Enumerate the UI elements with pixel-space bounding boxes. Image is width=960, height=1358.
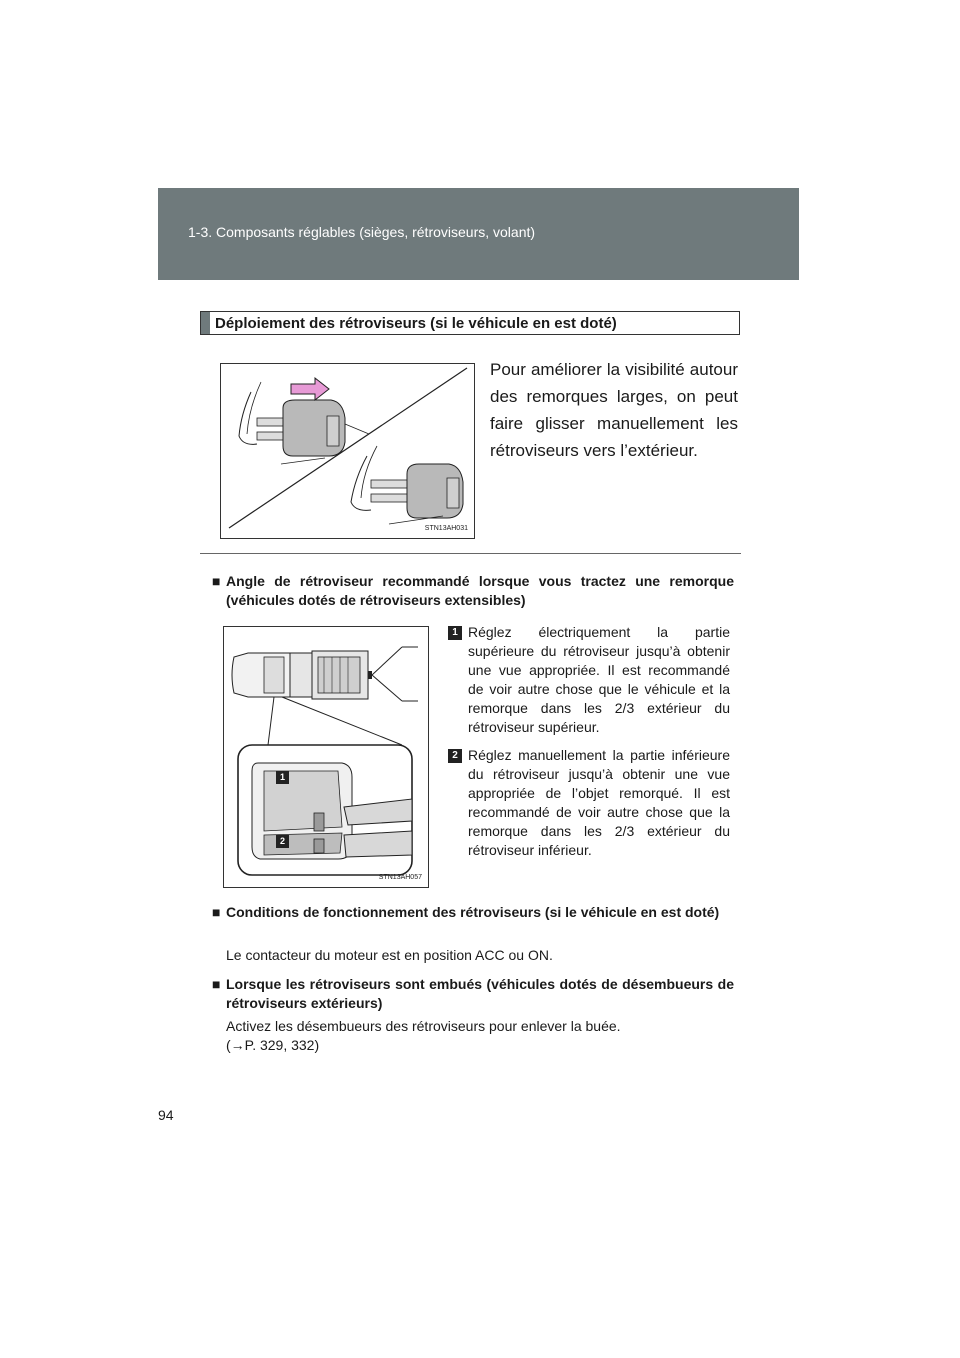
step-number-badge: 2 [448,749,462,763]
step-number-badge: 1 [448,626,462,640]
page-number: 94 [158,1107,174,1123]
subsection-heading [212,975,734,1013]
subsection-title: Conditions de fonctionnement des rétroviseurs (si le véhicule en est doté) [226,904,720,920]
mirror-extension-drawing [221,364,474,538]
subsection-title: Angle de rétroviseur recommandé lorsque vous tractez une remorque (véhicules dotés de rétroviseurs extensibles) [226,573,734,608]
subsection-title: Lorsque les rétroviseurs sont embués (véhicules dotés de désembueurs de rétroviseurs extérieurs) [226,976,734,1011]
mirror-extension-illustration [220,363,475,539]
figure-code: STN13AH031 [424,525,468,532]
subsection-body: Activez les désembueurs des rétroviseurs pour enlever la buée. [226,1018,621,1034]
figure-label-1: 1 [276,771,289,784]
mirror-angle-illustration [223,626,429,888]
step-text: Réglez électriquement la partie supérieure du rétroviseur jusqu’à obtenir une vue appropriée. Il est recommandé de voir autre chose que le véhicule et la remorque dans les 2/3 extérieur du rétroviseur supérieur. [468,624,730,735]
page-reference: (→P. 329, 332) [226,1037,320,1053]
subsection-body: Le contacteur du moteur est en position ACC ou ON. [226,947,553,963]
chapter-header [158,188,799,280]
figure-code: STN13AH057 [378,874,422,881]
step-item [448,623,730,737]
step-text: Réglez manuellement la partie inférieure du rétroviseur jusqu’à obtenir une vue appropriée de l’objet remorqué. Il est recommandé de voir autre chose que la remorque dans les 2/3 extérieur du rétroviseur inférieur. [468,747,730,858]
square-bullet-icon: ■ [212,573,221,589]
section-divider [200,553,741,554]
section-heading-bar [201,312,210,334]
intro-paragraph: Pour améliorer la visibilité autour des remorques larges, on peut faire glisser manuellement les rétroviseurs vers l’extérieur. [490,360,738,460]
subsection-heading [212,903,734,922]
section-heading [200,311,740,335]
mirror-angle-drawing [224,627,428,887]
subsection-heading [212,572,734,610]
square-bullet-icon: ■ [212,904,221,920]
step-item [448,746,730,860]
square-bullet-icon: ■ [212,976,221,992]
figure-label-2: 2 [276,835,289,848]
section-title: Déploiement des rétroviseurs (si le véhicule en est doté) [215,315,617,332]
chapter-title: 1-3. Composants réglables (sièges, rétroviseurs, volant) [188,224,536,240]
